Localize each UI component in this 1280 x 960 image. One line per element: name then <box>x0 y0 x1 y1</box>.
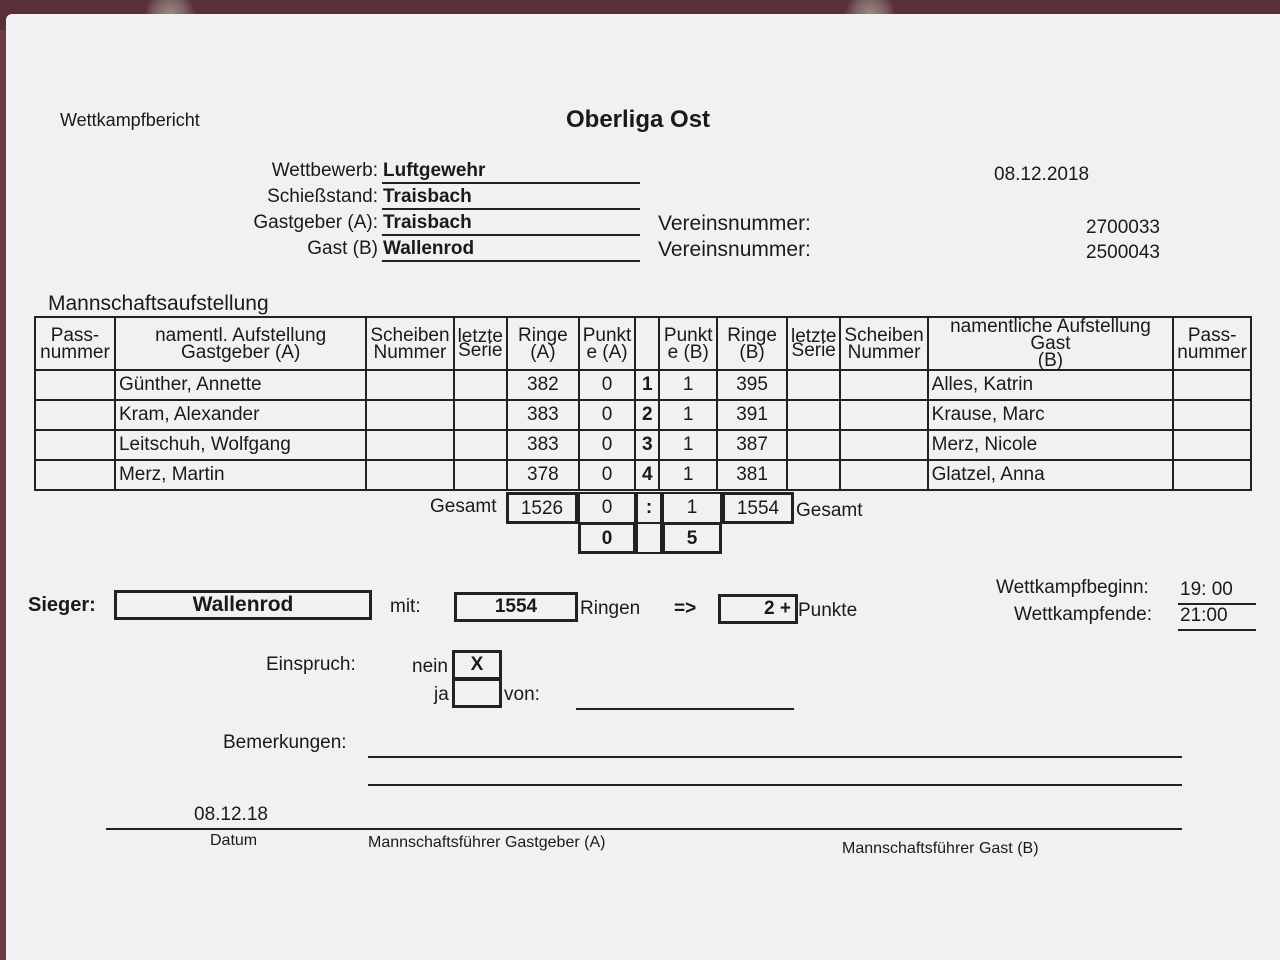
last-b-cell <box>787 460 840 490</box>
last-b-cell <box>787 370 840 400</box>
pass-b-cell <box>1173 400 1251 430</box>
name-b-cell: Glatzel, Anna <box>928 460 1174 490</box>
pos-cell: 2 <box>635 400 659 430</box>
points-a-cell: 0 <box>579 400 636 430</box>
protest-no-label: nein <box>412 656 448 677</box>
header-rings-a: Ringe (A) <box>507 317 579 370</box>
remarks-label: Bemerkungen: <box>223 732 347 753</box>
end-label: Wettkampfende: <box>1014 604 1153 625</box>
points-b-cell: 1 <box>659 370 717 400</box>
points-b-cell: 1 <box>659 400 717 430</box>
club-number-label-a: Vereinsnummer: <box>658 212 811 235</box>
pos-cell: 4 <box>635 460 659 490</box>
end-line <box>1178 629 1256 631</box>
name-a-cell: Merz, Martin <box>115 460 366 490</box>
disc-b-cell <box>840 400 927 430</box>
header-name-b: namentliche Aufstellung Gast (B) <box>928 317 1174 370</box>
pos-cell: 3 <box>635 430 659 460</box>
last-b-cell <box>787 430 840 460</box>
league-title: Oberliga Ost <box>566 106 711 133</box>
header-disc-a: Scheiben Nummer <box>366 317 453 370</box>
captain-b-label: Mannschaftsführer Gast (B) <box>842 840 1039 857</box>
captain-a-label: Mannschaftsführer Gastgeber (A) <box>368 834 606 851</box>
disc-b-cell <box>840 460 927 490</box>
end-time: 21:00 <box>1180 605 1228 626</box>
guest-label: Gast (B) <box>307 238 378 259</box>
date-label: Datum <box>210 832 258 849</box>
arrow-symbol: => <box>674 598 697 619</box>
last-a-cell <box>454 430 507 460</box>
rings-b-cell: 381 <box>717 460 787 490</box>
last-b-cell <box>787 400 840 430</box>
points-box: 2 + <box>718 594 798 624</box>
protest-by-line <box>576 708 794 710</box>
club-number-b: 2500043 <box>1086 242 1160 263</box>
competition-label: Wettbewerb: <box>271 160 378 181</box>
pass-b-cell <box>1173 460 1251 490</box>
report-date: 08.12.2018 <box>994 164 1090 185</box>
points-label: Punkte <box>798 600 858 621</box>
pos-cell: 1 <box>635 370 659 400</box>
protest-by-label: von: <box>504 684 540 705</box>
name-b-cell: Alles, Katrin <box>928 370 1174 400</box>
rings-label: Ringen <box>580 598 641 619</box>
disc-b-cell <box>840 370 927 400</box>
header-pass-b: Pass- nummer <box>1173 317 1251 370</box>
start-time: 19: 00 <box>1180 579 1233 600</box>
header-points-a: Punkt e (A) <box>579 317 636 370</box>
name-a-cell: Kram, Alexander <box>115 400 366 430</box>
club-number-label-b: Vereinsnummer: <box>658 238 811 261</box>
pass-a-cell <box>35 400 115 430</box>
header-last-a: letzte Serie <box>454 317 507 370</box>
footer-date: 08.12.18 <box>194 804 268 825</box>
header-disc-b: Scheiben Nummer <box>840 317 927 370</box>
remarks-line-2 <box>368 784 1182 786</box>
start-label: Wettkampfbeginn: <box>996 577 1149 598</box>
name-b-cell: Merz, Nicole <box>928 430 1174 460</box>
table-header-row <box>35 317 1251 370</box>
rings-a-cell: 378 <box>507 460 579 490</box>
range-line <box>382 208 640 210</box>
competition-line <box>382 182 640 184</box>
pass-a-cell <box>35 370 115 400</box>
club-number-a: 2700033 <box>1086 217 1160 238</box>
header-rings-b: Ringe (B) <box>717 317 787 370</box>
protest-yes-checkbox[interactable] <box>452 678 502 708</box>
header-name-a: namentl. Aufstellung Gastgeber (A) <box>115 317 366 370</box>
host-label: Gastgeber (A): <box>253 212 378 233</box>
points-a-cell: 0 <box>579 370 636 400</box>
winner-box: Wallenrod <box>114 590 372 620</box>
points-b-cell: 1 <box>659 460 717 490</box>
last-a-cell <box>454 370 507 400</box>
name-b-cell: Krause, Marc <box>928 400 1174 430</box>
table-row <box>35 370 1251 400</box>
points-a-cell: 0 <box>579 460 636 490</box>
winner-label: Sieger: <box>28 594 96 616</box>
final-score-a: 0 <box>578 522 636 554</box>
host-line <box>382 234 640 236</box>
protest-label: Einspruch: <box>266 654 356 675</box>
pass-b-cell <box>1173 370 1251 400</box>
rings-b-cell: 395 <box>717 370 787 400</box>
signature-line <box>106 828 1182 830</box>
final-separator-cell <box>636 522 662 554</box>
guest-line <box>382 260 640 262</box>
rings-b-cell: 387 <box>717 430 787 460</box>
table-row <box>35 430 1251 460</box>
report-sheet <box>6 14 1280 960</box>
lineup-title: Mannschaftsaufstellung <box>48 292 269 315</box>
total-rings-a: 1526 <box>506 492 578 524</box>
total-label-b: Gesamt <box>796 500 863 521</box>
disc-a-cell <box>366 430 453 460</box>
lineup-table <box>34 316 1252 491</box>
table-row <box>35 460 1251 490</box>
winner-rings-box: 1554 <box>454 592 578 622</box>
total-label-a: Gesamt <box>430 496 497 517</box>
last-a-cell <box>454 400 507 430</box>
range-value: Traisbach <box>383 186 472 207</box>
table-row <box>35 400 1251 430</box>
total-points-b: 1 <box>662 492 722 524</box>
final-score-b: 5 <box>662 522 722 554</box>
protest-yes-label: ja <box>434 684 449 705</box>
name-a-cell: Leitschuh, Wolfgang <box>115 430 366 460</box>
disc-a-cell <box>366 400 453 430</box>
host-value: Traisbach <box>383 212 472 233</box>
name-a-cell: Günther, Annette <box>115 370 366 400</box>
total-rings-b: 1554 <box>722 492 794 524</box>
rings-b-cell: 391 <box>717 400 787 430</box>
total-points-a: 0 <box>578 492 636 524</box>
header-pass-a: Pass- nummer <box>35 317 115 370</box>
report-label: Wettkampfbericht <box>60 110 200 130</box>
disc-a-cell <box>366 370 453 400</box>
guest-value: Wallenrod <box>383 238 475 259</box>
header-pos <box>635 317 659 370</box>
pass-a-cell <box>35 460 115 490</box>
pass-b-cell <box>1173 430 1251 460</box>
pass-a-cell <box>35 430 115 460</box>
rings-a-cell: 382 <box>507 370 579 400</box>
range-label: Schießstand: <box>267 186 378 207</box>
rings-a-cell: 383 <box>507 430 579 460</box>
competition-value: Luftgewehr <box>383 160 486 181</box>
last-a-cell <box>454 460 507 490</box>
disc-a-cell <box>366 460 453 490</box>
header-last-b: letzte Serie <box>787 317 840 370</box>
points-a-cell: 0 <box>579 430 636 460</box>
protest-no-checkbox[interactable]: X <box>452 650 502 680</box>
header-points-b: Punkt e (B) <box>659 317 717 370</box>
remarks-line-1 <box>368 756 1182 758</box>
total-separator: : <box>636 492 662 524</box>
disc-b-cell <box>840 430 927 460</box>
rings-a-cell: 383 <box>507 400 579 430</box>
points-b-cell: 1 <box>659 430 717 460</box>
with-label: mit: <box>390 596 421 617</box>
